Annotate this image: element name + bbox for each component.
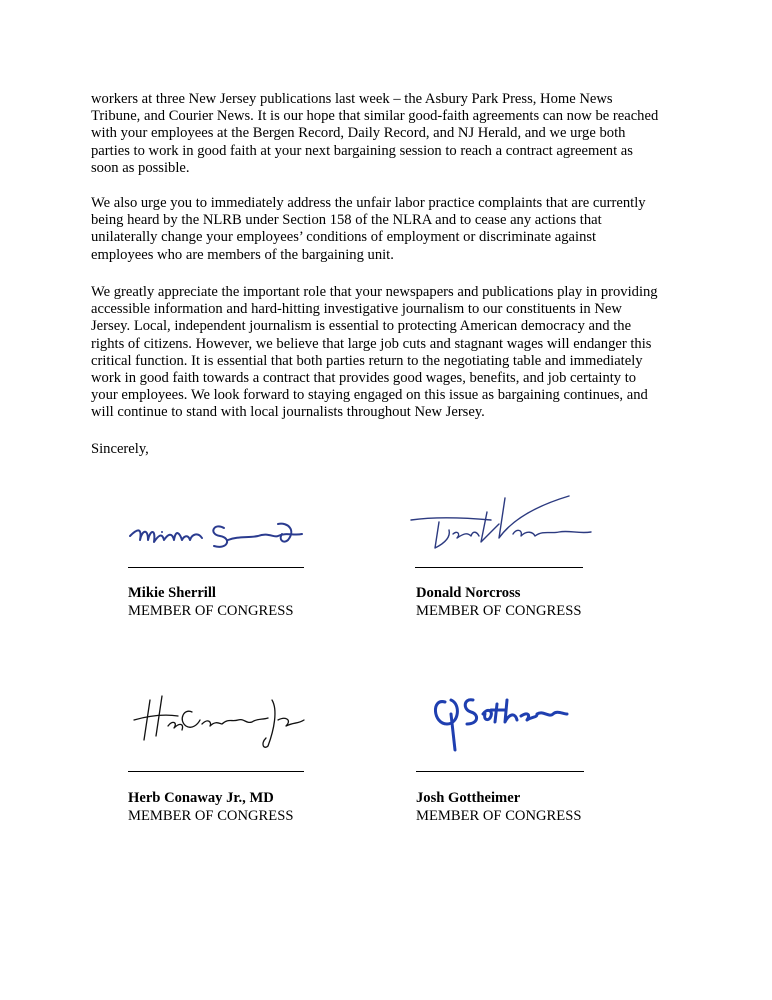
signature-line: [415, 567, 583, 568]
closing-salutation: [91, 441, 691, 458]
signature-sherrill-image: [128, 510, 308, 558]
text-line: will continue to stand with local journalists throughout New Jersey.: [91, 404, 485, 421]
signature-gottheimer-image: [415, 684, 575, 754]
text-line: Jersey. Local, independent journalism is essential to protecting American democracy and the: [91, 318, 632, 335]
signatory-name: Josh Gottheimer: [416, 790, 521, 806]
signatory-title: MEMBER OF CONGRESS: [416, 808, 582, 824]
signature-block-gottheimer: [415, 684, 615, 826]
closing-text: Sincerely,: [91, 441, 149, 457]
signature-line: [128, 567, 304, 568]
signature-block-sherrill: [128, 510, 328, 620]
signature-norcross-image: [409, 494, 595, 556]
text-line: We greatly appreciate the important role that your newspapers and publications play in providing: [91, 284, 658, 300]
signature-line: [128, 771, 304, 772]
signatory-title: MEMBER OF CONGRESS: [416, 603, 582, 619]
text-line: being heard by the NLRB under Section 158 of the NLRA and to cease any actions that: [91, 212, 602, 229]
text-line: rights of citizens. However, we believe that large job cuts and stagnant wages will endanger this: [91, 335, 652, 352]
text-line: employees who are members of the bargaining unit.: [91, 246, 394, 263]
signatory-title: MEMBER OF CONGRESS: [128, 603, 294, 619]
signature-block-conaway: [128, 690, 328, 826]
text-line: work in good faith towards a contract that provides good wages, benefits, and job certainty to: [91, 370, 637, 387]
signatory-title: MEMBER OF CONGRESS: [128, 808, 294, 824]
signatory-name: Mikie Sherrill: [128, 585, 216, 601]
text-line: soon as possible.: [91, 159, 190, 176]
signature-conaway-image: [128, 690, 308, 754]
body-paragraph-1: [91, 91, 691, 177]
signature-line: [416, 771, 584, 772]
text-line: unilaterally change your employees’ conditions of employment or discriminate against: [91, 229, 597, 246]
text-line: We also urge you to immediately address the unfair labor practice complaints that are currently: [91, 195, 646, 211]
signatory-name: Donald Norcross: [416, 585, 521, 601]
signature-block-norcross: [409, 494, 609, 620]
text-line: your employees. We look forward to staying engaged on this issue as bargaining continues, and: [91, 387, 648, 404]
signatory-name: Herb Conaway Jr., MD: [128, 790, 274, 806]
text-line: Tribune, and Courier News. It is our hope that similar good-faith agreements can now be reached: [91, 108, 659, 125]
text-line: accessible information and hard-hitting investigative journalism to our constituents in New: [91, 301, 622, 318]
text-line: with your employees at the Bergen Record, Daily Record, and NJ Herald, and we urge both: [91, 125, 626, 142]
body-paragraph-3: [91, 284, 691, 422]
text-line: parties to work in good faith at your next bargaining session to reach a contract agreement as: [91, 142, 633, 159]
text-line: critical function. It is essential that both parties return to the negotiating table and immediately: [91, 352, 643, 369]
text-line: workers at three New Jersey publications last week – the Asbury Park Press, Home News: [91, 91, 613, 107]
body-paragraph-2: [91, 195, 691, 264]
